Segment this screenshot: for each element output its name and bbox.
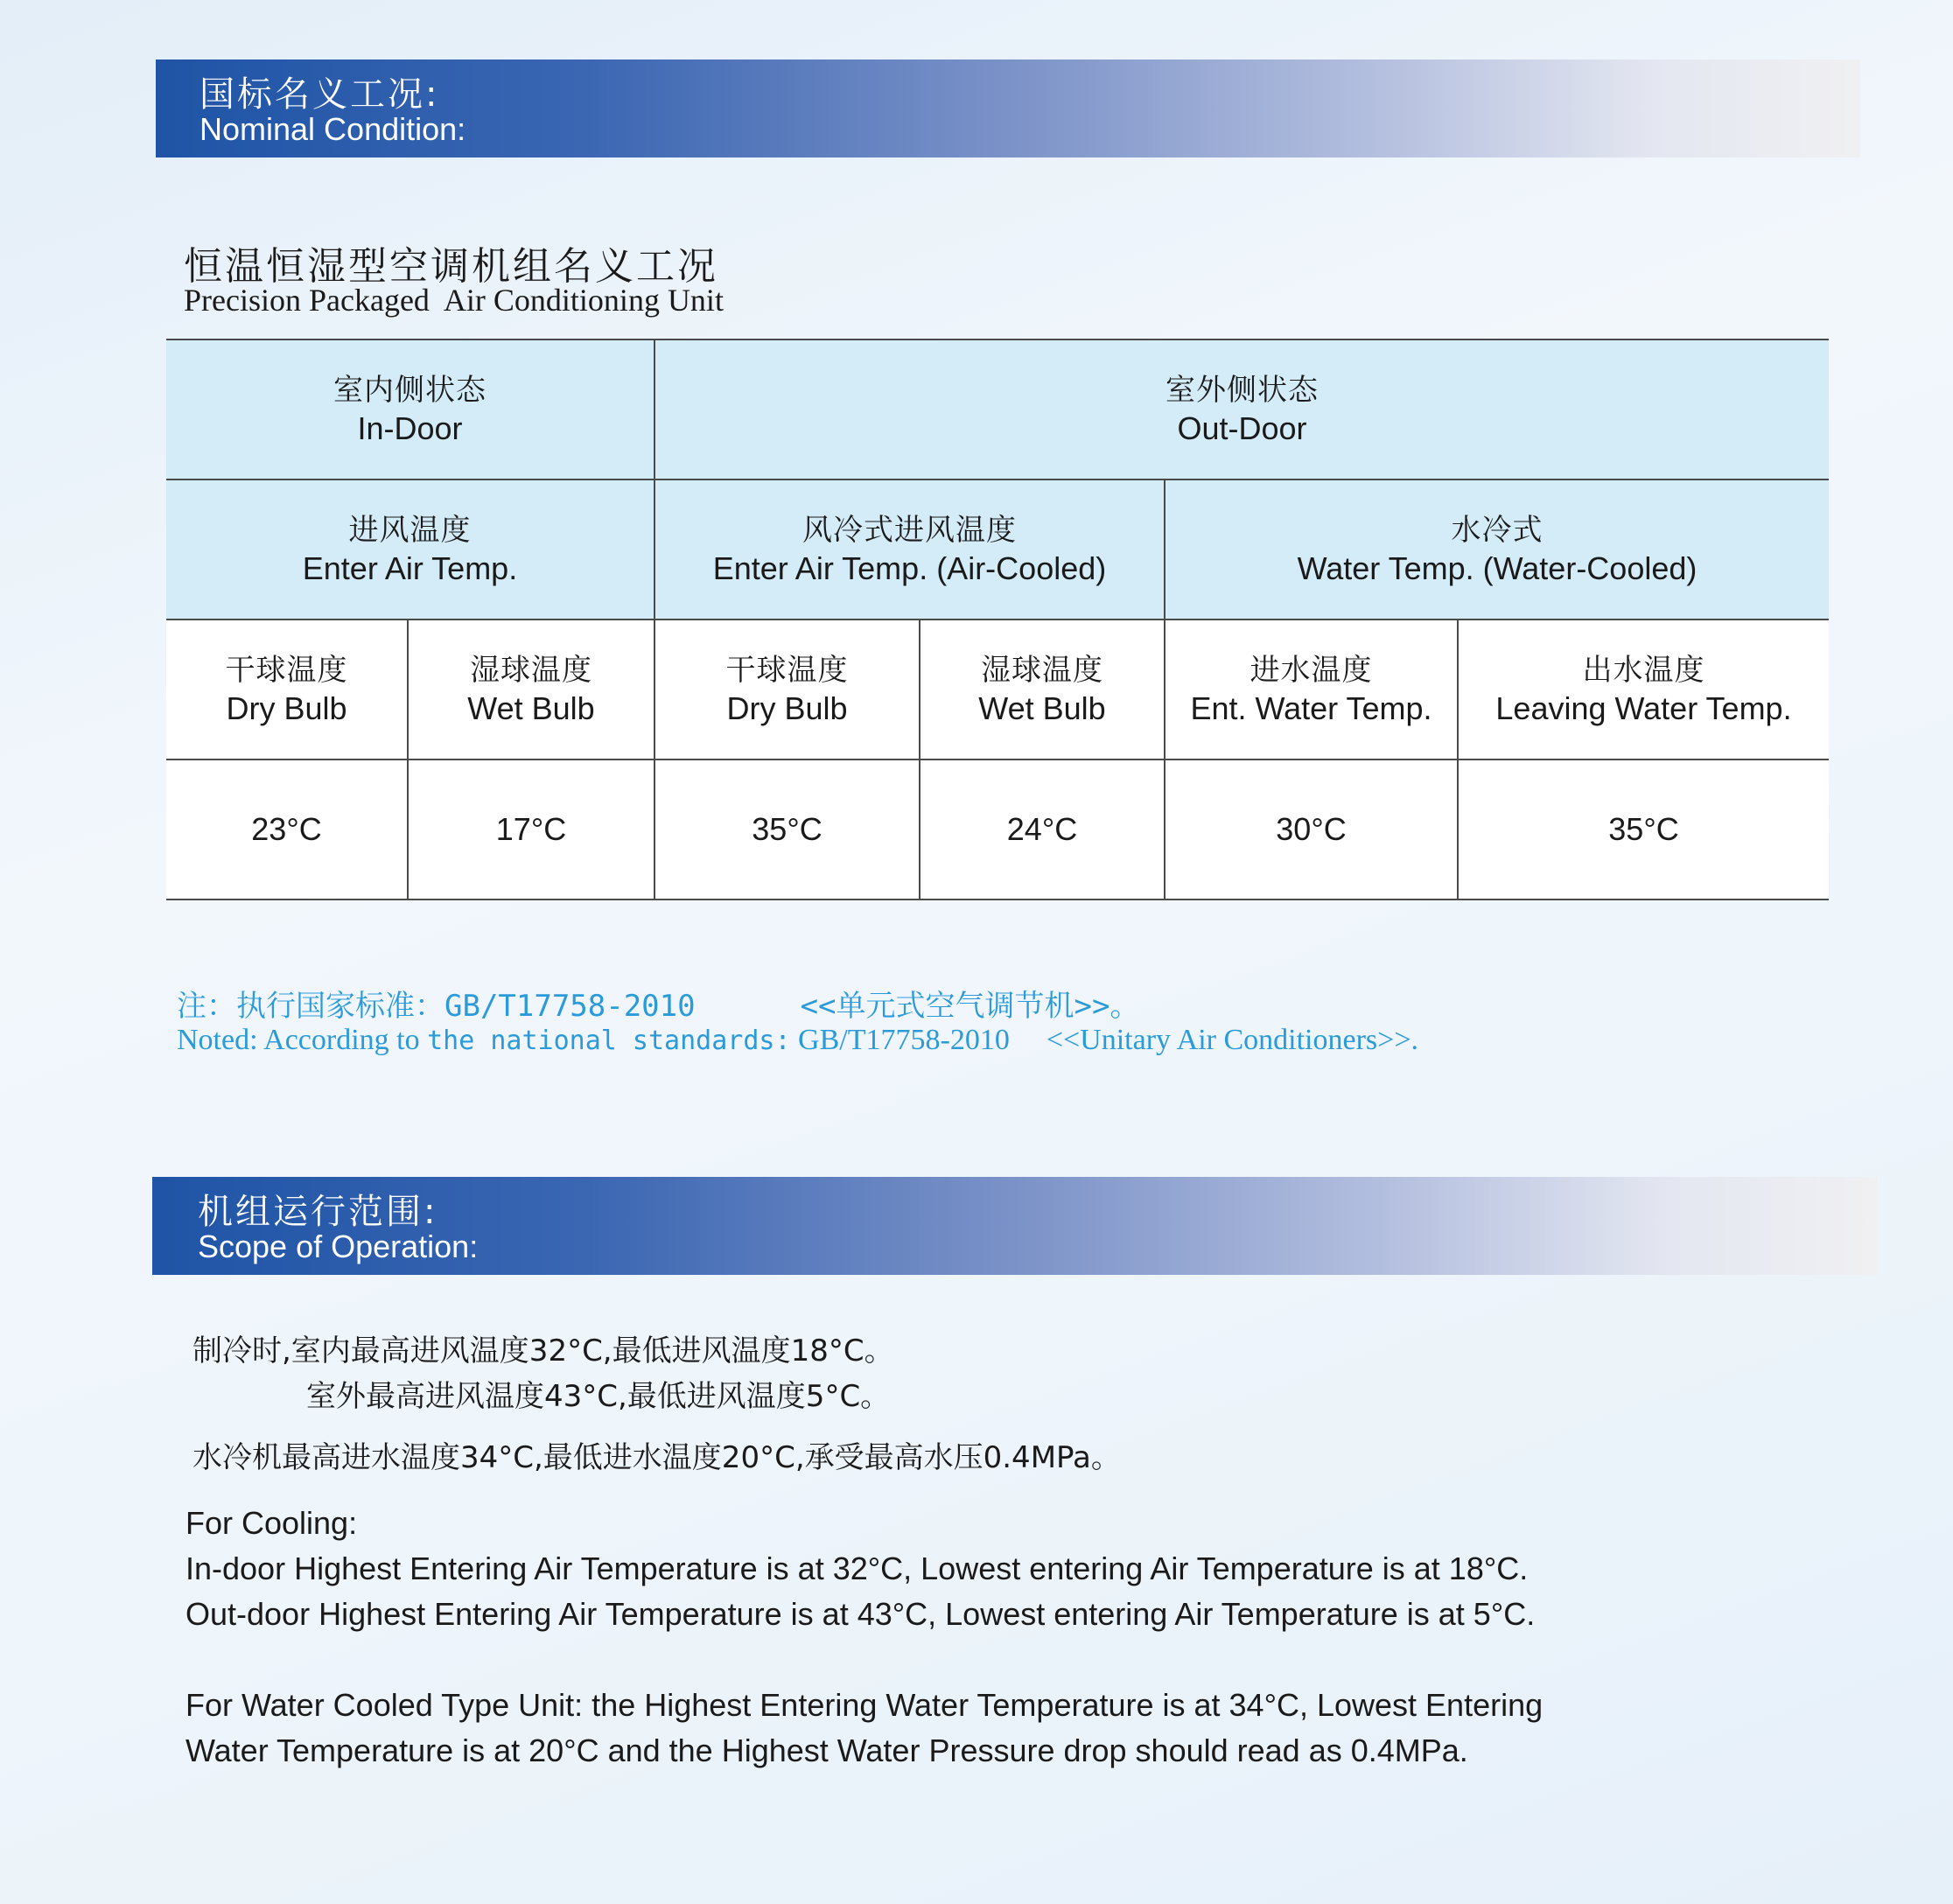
table-title-en: Precision Packaged Air Conditioning Unit: [184, 283, 724, 318]
scope-en-line-3: Out-door Highest Entering Air Temperature is at 43°C, Lowest entering Air Temperature is at 5°C.: [186, 1596, 1536, 1632]
scope-zh-line-3: 水冷机最高进水温度34°C,最低进水温度20°C,承受最高水压0.4MPa。: [192, 1440, 1121, 1475]
value-cell: 23°C: [166, 760, 408, 900]
column-header: 湿球温度 Wet Bulb: [408, 620, 654, 760]
nominal-condition-table: [166, 339, 1829, 900]
header-air-cooled: 风冷式进风温度 Enter Air Temp. (Air-Cooled): [654, 480, 1165, 620]
standard-note-en: Noted: According to the national standards: GB/T17758-2010 <<Unitary Air Conditioners>>.: [177, 1024, 1418, 1056]
value-cell: 24°C: [920, 760, 1165, 900]
value-cell: 35°C: [1458, 760, 1829, 900]
scope-en-line-5: Water Temperature is at 20°C and the Highest Water Pressure drop should read as 0.4MPa.: [186, 1732, 1468, 1768]
header-enter-air-temp: 进风温度 Enter Air Temp.: [166, 480, 654, 620]
scope-en-line-2: In-door Highest Entering Air Temperature is at 32°C, Lowest entering Air Temperature is at 18°C.: [186, 1550, 1529, 1586]
column-header: 干球温度 Dry Bulb: [654, 620, 920, 760]
column-header: 湿球温度 Wet Bulb: [920, 620, 1165, 760]
scope-en-line-4: For Water Cooled Type Unit: the Highest Entering Water Temperature is at 34°C, Lowest Entering: [186, 1687, 1544, 1723]
column-header: 干球温度 Dry Bulb: [166, 620, 408, 760]
value-cell: 35°C: [654, 760, 920, 900]
header-outdoor: 室外侧状态 Out-Door: [654, 340, 1829, 480]
scope-of-operation-banner: [152, 1177, 1877, 1275]
column-header: 进水温度 Ent. Water Temp.: [1165, 620, 1458, 760]
scope-zh-line-2: 室外最高进风温度43°C,最低进风温度5°C。: [306, 1379, 891, 1414]
value-cell: 30°C: [1165, 760, 1458, 900]
scope-title-en: Scope of Operation:: [198, 1228, 479, 1264]
table-title-zh: 恒温恒湿型空调机组名义工况: [184, 244, 718, 289]
nominal-title-zh: 国标名义工况:: [200, 74, 440, 115]
nominal-title-en: Nominal Condition:: [200, 111, 466, 147]
column-header: 出水温度 Leaving Water Temp.: [1458, 620, 1829, 760]
header-water-cooled: 水冷式 Water Temp. (Water-Cooled): [1165, 480, 1829, 620]
standard-note-zh: 注：执行国家标准：GB/T17758-2010 <<单元式空气调节机>>。: [177, 989, 1140, 1024]
scope-en-line-1: For Cooling:: [186, 1505, 358, 1541]
scope-zh-line-1: 制冷时,室内最高进风温度32°C,最低进风温度18°C。: [192, 1334, 894, 1368]
header-indoor: 室内侧状态 In-Door: [166, 340, 654, 480]
scope-title-zh: 机组运行范围:: [198, 1192, 438, 1232]
value-cell: 17°C: [408, 760, 654, 900]
nominal-condition-banner: [156, 60, 1860, 158]
